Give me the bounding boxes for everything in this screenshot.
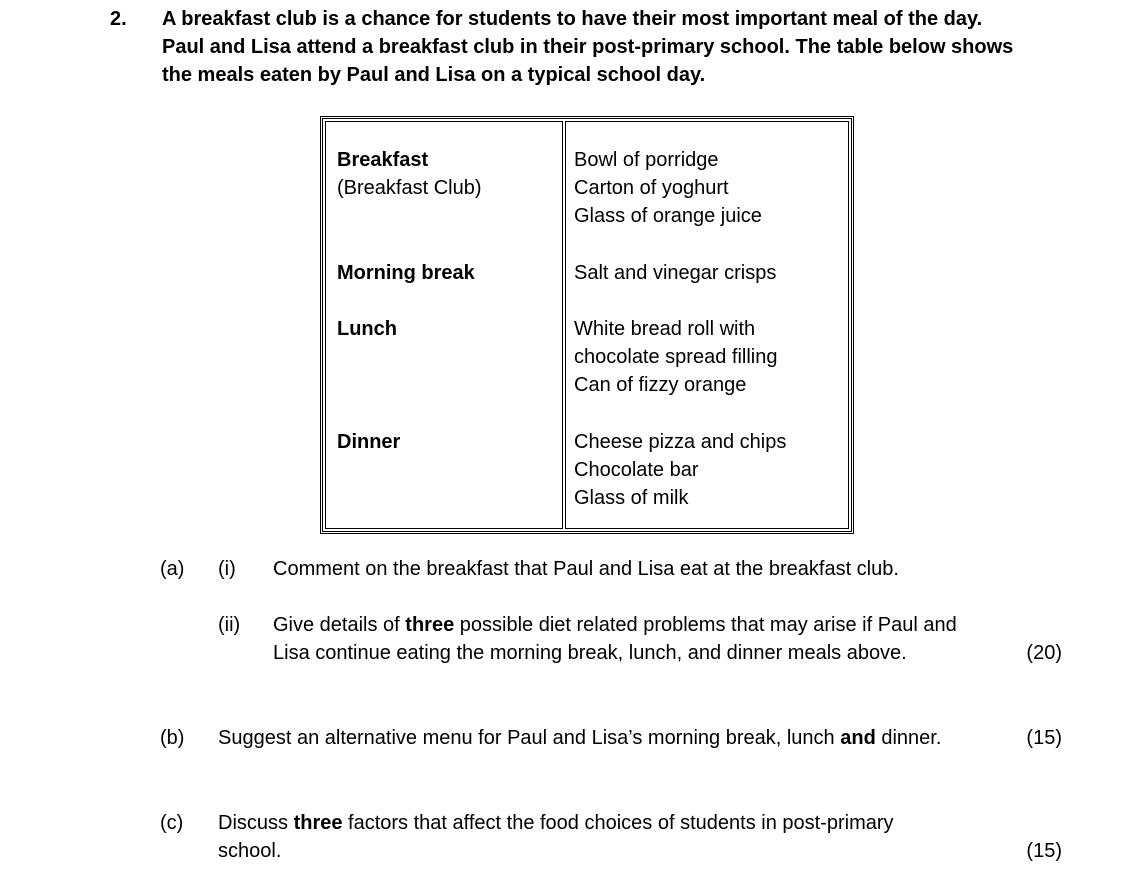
meal-item: Salt and vinegar crisps [574, 262, 777, 284]
part-a-ii-text [273, 611, 957, 667]
part-c-line2: school. [218, 840, 282, 862]
part-c-marks: (15) [1026, 840, 1062, 862]
items-cell-dinner [574, 428, 786, 512]
text-run: factors that affect the food choices of students in post-primary [342, 812, 894, 834]
meal-items-column [565, 121, 849, 529]
text-run: possible diet related problems that may arise if Paul and [454, 614, 957, 636]
emphasis-three: three [293, 812, 343, 834]
meal-item: Cheese pizza and chips [574, 431, 787, 453]
meals-table [320, 116, 854, 534]
text-run: Give details of [273, 614, 406, 636]
meal-item: Chocolate bar [574, 459, 699, 481]
text-run: dinner. [875, 727, 942, 749]
meal-item: Glass of orange juice [574, 205, 762, 227]
question-number: 2. [110, 8, 127, 30]
text-run: Discuss [218, 812, 294, 834]
text-run: Suggest an alternative menu for Paul and Lisa’s morning break, lunch [218, 727, 841, 749]
emphasis-and: and [840, 727, 876, 749]
meal-name: Morning break [337, 262, 475, 284]
intro-line: A breakfast club is a chance for students to have their most important meal of the day. [162, 8, 983, 30]
part-c-line1 [218, 809, 894, 837]
intro-line: Paul and Lisa attend a breakfast club in their post-primary school. The table below shows [162, 36, 1014, 58]
part-a-ii-line1 [273, 611, 957, 639]
question-intro [162, 5, 1062, 89]
part-a-i-text: Comment on the breakfast that Paul and Lisa eat at the breakfast club. [273, 558, 899, 580]
meal-item: Glass of milk [574, 487, 689, 509]
emphasis-three: three [405, 614, 455, 636]
meal-cell-lunch [337, 315, 397, 343]
meal-item: Carton of yoghurt [574, 177, 729, 199]
meal-cell-dinner [337, 428, 400, 456]
meal-item: chocolate spread filling [574, 346, 778, 368]
part-a-ii-line2: Lisa continue eating the morning break, lunch, and dinner meals above. [273, 642, 907, 664]
items-cell-breakfast [574, 146, 762, 230]
meal-names-column [325, 121, 563, 529]
part-b-label: (b) [160, 727, 185, 749]
meal-item: Can of fizzy orange [574, 374, 747, 396]
items-cell-morning-break [574, 259, 776, 287]
meal-name: Dinner [337, 431, 401, 453]
part-a-label: (a) [160, 558, 185, 580]
part-c-text [218, 809, 894, 865]
part-a-marks: (20) [1026, 642, 1062, 664]
part-b-text [218, 724, 941, 752]
part-b-marks: (15) [1026, 727, 1062, 749]
meal-item: Bowl of porridge [574, 149, 719, 171]
meal-cell-breakfast [337, 146, 482, 202]
meal-name: Lunch [337, 318, 397, 340]
meal-item: White bread roll with [574, 318, 756, 340]
meal-cell-morning-break [337, 259, 475, 287]
items-cell-lunch [574, 315, 777, 399]
meal-note: (Breakfast Club) [337, 177, 482, 199]
meal-name: Breakfast [337, 149, 429, 171]
part-a-i-label: (i) [218, 558, 236, 580]
part-a-ii-label: (ii) [218, 614, 241, 636]
part-c-label: (c) [160, 812, 184, 834]
intro-line: the meals eaten by Paul and Lisa on a typical school day. [162, 64, 706, 86]
